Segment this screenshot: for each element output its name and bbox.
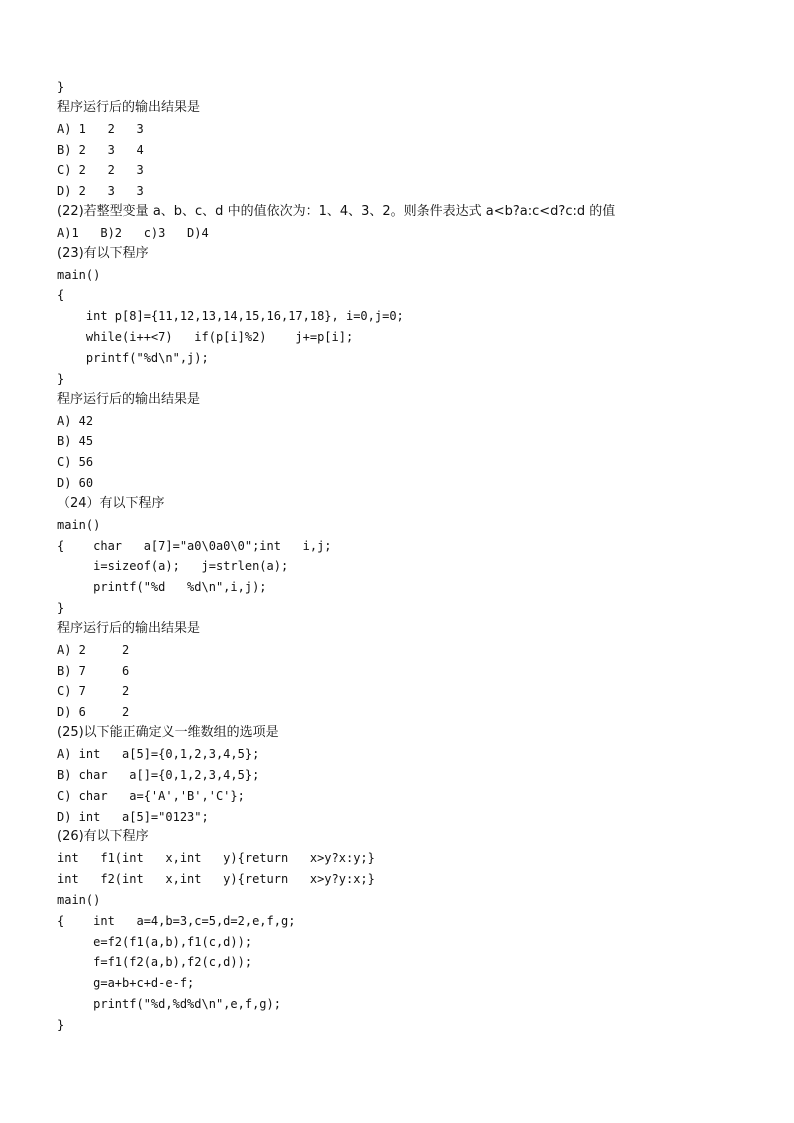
code-line: int f2(int x,int y){return x>y?y:x;} bbox=[57, 872, 375, 887]
code-line: g=a+b+c+d-e-f; bbox=[57, 976, 195, 991]
answer-option: C) 2 2 3 bbox=[57, 163, 144, 178]
answer-option: A) 2 2 bbox=[57, 642, 130, 657]
answer-option: B) 2 3 4 bbox=[57, 142, 144, 157]
question-22: (22)若整型变量 a、b、c、d 中的值依次为：1、4、3、2。则条件表达式 a<b?a:c<d?c:d 的值 bbox=[57, 204, 616, 220]
answer-option: A) 42 bbox=[57, 413, 94, 428]
question-23: (23)有以下程序 bbox=[57, 245, 149, 261]
answer-option: A) int a[5]={0,1,2,3,4,5}; bbox=[57, 747, 260, 761]
answer-option: A) 1 2 3 bbox=[57, 121, 144, 136]
code-line: printf("%d %d\n",i,j); bbox=[57, 580, 267, 595]
code-line: { char a[7]="a0\0a0\0";int i,j; bbox=[57, 538, 332, 553]
answer-option: B) 7 6 bbox=[57, 663, 130, 678]
answer-option: C) 56 bbox=[57, 455, 94, 470]
code-line: int p[8]={11,12,13,14,15,16,17,18}, i=0,j=0; bbox=[57, 309, 404, 324]
answer-option: D) 2 3 3 bbox=[57, 184, 144, 199]
question-text: 程序运行后的输出结果是 bbox=[57, 391, 201, 407]
code-line: e=f2(f1(a,b),f1(c,d)); bbox=[57, 934, 253, 949]
code-line: int f1(int x,int y){return x>y?x:y;} bbox=[57, 851, 375, 866]
answer-option: C) 7 2 bbox=[57, 684, 130, 699]
answer-option: D) int a[5]="0123"; bbox=[57, 809, 209, 824]
question-text: 程序运行后的输出结果是 bbox=[57, 620, 201, 636]
code-line: main() bbox=[57, 892, 101, 907]
question-text: 程序运行后的输出结果是 bbox=[57, 99, 201, 115]
code-line: printf("%d,%d%d\n",e,f,g); bbox=[57, 997, 281, 1012]
question-24: （24）有以下程序 bbox=[57, 495, 165, 511]
answer-option: B) 45 bbox=[57, 434, 94, 449]
answer-option: B) char a[]={0,1,2,3,4,5}; bbox=[57, 767, 260, 782]
answer-option: D) 60 bbox=[57, 476, 94, 491]
code-line: main() bbox=[57, 267, 101, 282]
question-25: (25)以下能正确定义一维数组的选项是 bbox=[57, 725, 279, 741]
document-body bbox=[57, 77, 757, 1036]
answer-option: A)1 B)2 c)3 D)4 bbox=[57, 225, 209, 240]
code-line: f=f1(f2(a,b),f2(c,d)); bbox=[57, 955, 253, 970]
code-line: } bbox=[57, 371, 65, 386]
code-line: } bbox=[57, 80, 65, 94]
code-line: while(i++<7) if(p[i]%2) j+=p[i]; bbox=[57, 330, 354, 345]
code-line: i=sizeof(a); j=strlen(a); bbox=[57, 559, 289, 574]
code-line: main() bbox=[57, 517, 101, 532]
code-line: } bbox=[57, 601, 65, 616]
code-line: printf("%d\n",j); bbox=[57, 350, 209, 365]
code-line: { int a=4,b=3,c=5,d=2,e,f,g; bbox=[57, 913, 296, 928]
question-26: (26)有以下程序 bbox=[57, 829, 149, 845]
code-line: { bbox=[57, 288, 65, 303]
answer-option: C) char a={'A','B','C'}; bbox=[57, 788, 245, 803]
answer-option: D) 6 2 bbox=[57, 705, 130, 720]
code-line: } bbox=[57, 1017, 65, 1032]
